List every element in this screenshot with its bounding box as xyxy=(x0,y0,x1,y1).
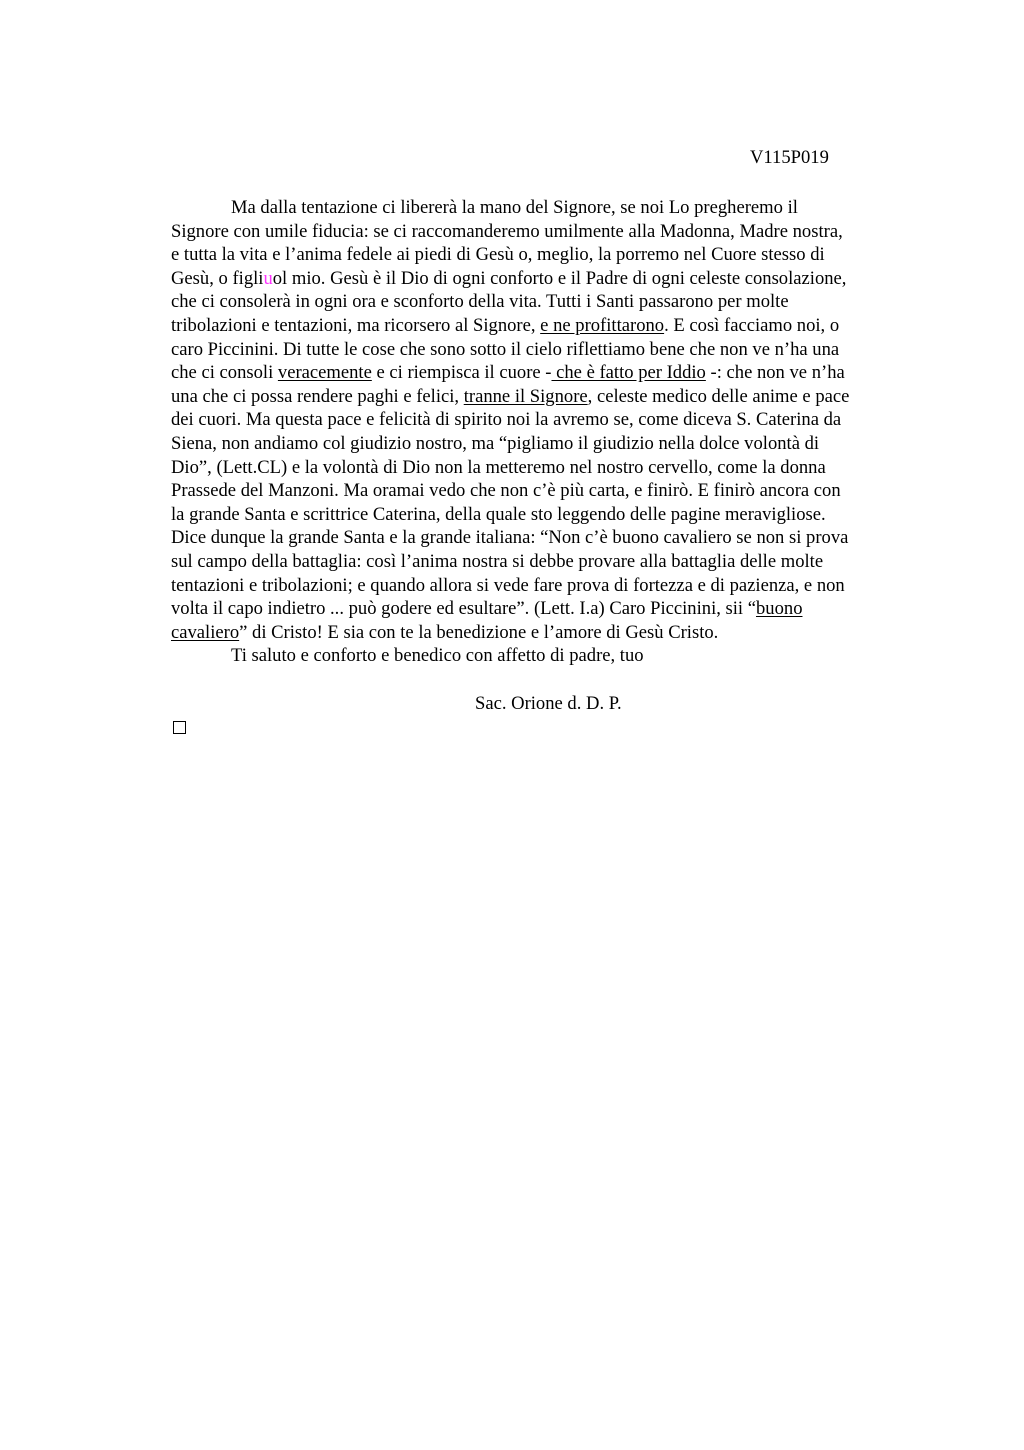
text-run: ” di Cristo! E sia con te la benedizione e l’amore di Gesù Cristo. xyxy=(239,621,719,643)
text-line: Dice dunque la grande Santa e la grande italiana: “Non c’è buono cavaliero se non si prova xyxy=(171,527,849,549)
text-line: la grande Santa e scrittrice Caterina, della quale sto leggendo delle pagine meravigliose. xyxy=(171,503,826,525)
text-line: tentazioni e tribolazioni; e quando allora si vede fare prova di fortezza e di pazienza, e non xyxy=(171,574,845,596)
text-line xyxy=(171,621,931,645)
text-line: Signore con umile fiducia: se ci raccomanderemo umilmente alla Madonna, Madre nostra, xyxy=(171,220,843,242)
text-line xyxy=(171,361,931,385)
underlined-phrase: cavaliero xyxy=(171,621,240,643)
text-line: dei cuori. Ma questa pace e felicità di spirito noi la avremo se, come diceva S. Caterina da xyxy=(171,409,842,431)
underlined-phrase: tranne il Signore xyxy=(463,385,588,407)
text-run: una che ci possa rendere paghi e felici, xyxy=(171,385,464,407)
page-id: V115P019 xyxy=(750,147,829,168)
text-line: Ma dalla tentazione ci libererà la mano del Signore, se noi Lo pregheremo il xyxy=(231,197,798,218)
underlined-phrase: veracemente xyxy=(277,362,372,384)
text-line: sul campo della battaglia: così l’anima nostra si debbe provare alla battaglia delle molte xyxy=(171,550,824,572)
text-line: e tutta la vita e l’anima fedele ai piedi di Gesù o, meglio, la porremo nel Cuore stesso di xyxy=(171,244,825,266)
text-run: e ci riempisca il cuore - xyxy=(371,362,552,384)
letter-body xyxy=(171,196,931,668)
text-run: ol mio. Gesù è il Dio di ogni conforto e il Padre di ogni celeste consolazione, xyxy=(272,267,847,289)
underlined-phrase: e ne profittarono xyxy=(540,314,665,336)
text-line xyxy=(171,314,931,338)
text-run: Gesù, o figli xyxy=(171,267,264,289)
text-line: che ci consolerà in ogni ora e sconforto della vita. Tutti i Santi passarono per molte xyxy=(171,291,789,313)
underlined-phrase: che è fatto per Iddio xyxy=(551,362,706,384)
text-line: Dio”, (Lett.CL) e la volontà di Dio non la metteremo nel nostro cervello, come la donna xyxy=(171,456,826,478)
signature: Sac. Orione d. D. P. xyxy=(475,693,622,714)
underlined-phrase: buono xyxy=(756,598,803,620)
text-line xyxy=(171,267,931,291)
highlighted-correction: u xyxy=(263,267,273,289)
closing-line: Ti saluto e conforto e benedico con affetto di padre, tuo xyxy=(231,645,644,667)
text-line: Siena, non andiamo col giudizio nostro, ma “pigliamo il giudizio nella dolce volontà di xyxy=(171,432,820,454)
text-line xyxy=(171,385,931,409)
text-run: che ci consoli xyxy=(171,362,278,384)
text-run: -: che non ve n’ha xyxy=(705,362,845,384)
text-run: . E così facciamo noi, o xyxy=(664,314,840,336)
text-line xyxy=(171,597,931,621)
text-line: caro Piccinini. Di tutte le cose che sono sotto il cielo riflettiamo bene che non ve n’ha una xyxy=(171,338,840,360)
checkbox-icon xyxy=(173,721,186,734)
text-line: Prassede del Manzoni. Ma oramai vedo che non c’è più carta, e finirò. E finirò ancora con xyxy=(171,480,841,502)
text-run: , celeste medico delle anime e pace xyxy=(587,385,850,407)
text-run: volta il capo indietro ... può godere ed esultare”. (Lett. I.a) Caro Piccinini, sii “ xyxy=(171,598,756,620)
text-run: tribolazioni e tentazioni, ma ricorsero al Signore, xyxy=(171,314,541,336)
